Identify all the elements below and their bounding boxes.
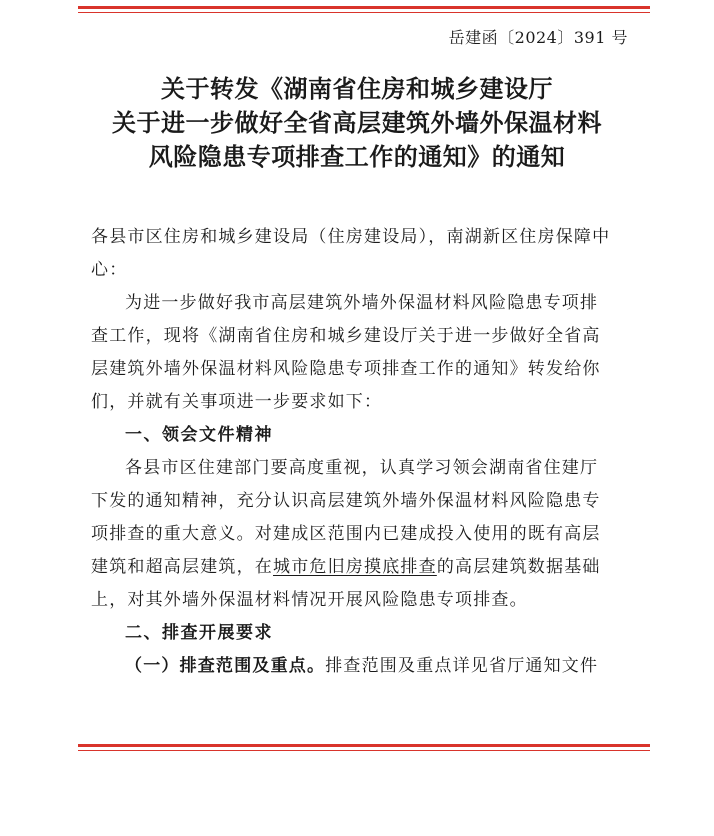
section1-paragraph-line: 上，对其外墙外保温材料情况开展风险隐患专项排查。 [91, 590, 528, 610]
section1-paragraph-line: 下发的通知精神，充分认识高层建筑外墙外保温材料风险隐患专 [91, 491, 601, 511]
title-line-3: 风险隐患专项排查工作的通知》的通知 [148, 143, 566, 171]
intro-paragraph-line: 为进一步做好我市高层建筑外墙外保温材料风险隐患专项排 [125, 293, 599, 313]
subsection-text: 排查范围及重点详见省厅通知文件 [325, 656, 599, 676]
salutation-line: 心： [91, 260, 128, 280]
document-number: 岳建函〔2024〕391 号 [448, 28, 628, 47]
section1-text: 建筑和超高层建筑，在 [91, 557, 273, 577]
section1-paragraph-line: 项排查的重大意义。对建成区范围内已建成投入使用的既有高层 [91, 524, 601, 544]
header-red-rule [78, 6, 650, 9]
section1-paragraph-line: 各县市区住建部门要高度重视，认真学习领会湖南省住建厅 [125, 458, 599, 478]
header-red-rule-thin [78, 12, 650, 13]
document-title [60, 72, 654, 174]
subsection-label: （一）排查范围及重点。 [125, 656, 326, 676]
salutation-line: 各县市区住房和城乡建设局（住房建设局），南湖新区住房保障中 [91, 227, 611, 247]
intro-paragraph-line: 们，并就有关事项进一步要求如下： [91, 392, 383, 412]
section1-paragraph-line [91, 551, 635, 584]
footer-red-rule [78, 744, 650, 747]
intro-paragraph-line: 层建筑外墙外保温材料风险隐患专项排查工作的通知》转发给你 [91, 359, 601, 379]
subsection-line [91, 650, 635, 683]
section-heading: 二、排查开展要求 [125, 623, 273, 643]
intro-paragraph-line: 查工作，现将《湖南省住房和城乡建设厅关于进一步做好全省高 [91, 326, 601, 346]
title-line-1: 关于转发《湖南省住房和城乡建设厅 [161, 75, 553, 103]
section-heading: 一、领会文件精神 [125, 425, 273, 445]
document-body [91, 221, 635, 683]
section1-text: 的高层建筑数据基础 [436, 557, 601, 577]
footer-red-rule-thin [78, 750, 650, 751]
title-line-2: 关于进一步做好全省高层建筑外墙外保温材料 [112, 109, 602, 137]
underlined-phrase: 城市危旧房摸底排查 [273, 557, 437, 577]
